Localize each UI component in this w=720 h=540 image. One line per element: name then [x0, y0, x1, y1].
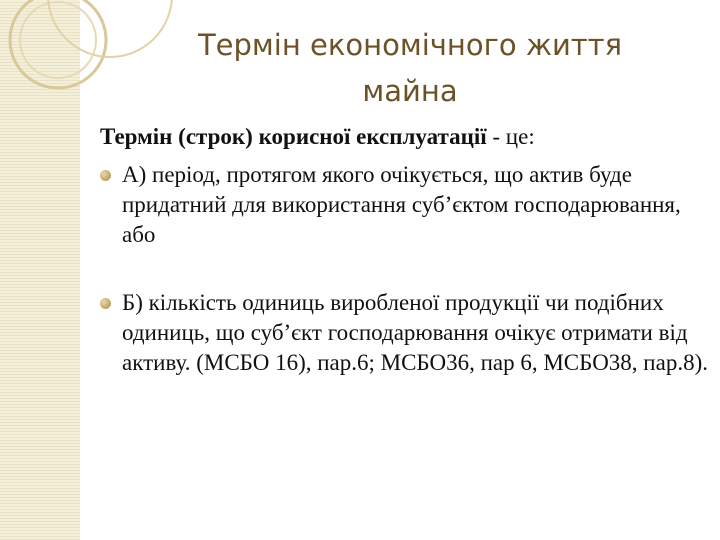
slide-body [100, 122, 710, 378]
bullet-text-a: А) період, протягом якого очікується, що актив буде придатний для використання суб’єктом господарювання, або [122, 162, 681, 247]
bullet-item-a [100, 160, 710, 250]
intro-suffix: - це: [486, 124, 535, 149]
slide-title-line-1: Термін економічного життя [197, 28, 623, 62]
slide-title [130, 22, 690, 114]
intro-line [100, 122, 710, 152]
bullet-item-b [100, 288, 710, 378]
bullet-dot-icon [100, 298, 111, 309]
bullet-text-b: Б) кількість одиниць виробленої продукції чи подібних одиниць, що суб’єкт господарювання очікує отримати від активу. (МСБО 16), пар.6; МСБО36, пар 6, МСБО38, пар.8). [122, 290, 708, 375]
intro-bold-term: Термін (строк) корисної експлуатації [100, 124, 487, 149]
bullet-dot-icon [100, 170, 111, 181]
slide-title-line-2: майна [362, 74, 458, 108]
